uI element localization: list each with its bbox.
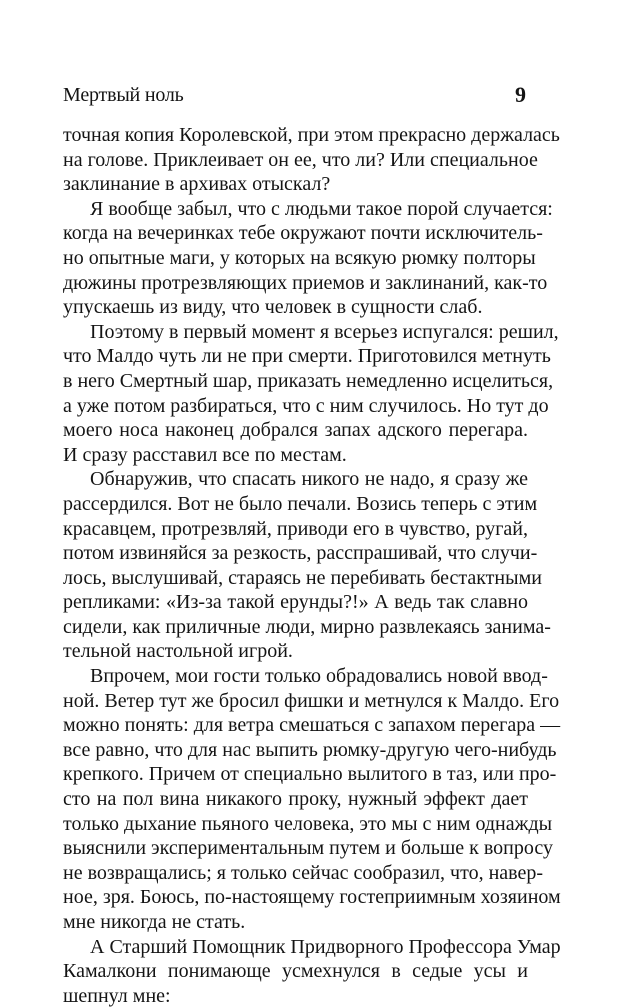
text-line: только дыхание пьяного человека, это мы с ним однажды bbox=[63, 812, 553, 835]
text-line: тельной настольной игрой. bbox=[63, 640, 293, 663]
running-title: Мертвый ноль bbox=[63, 84, 184, 106]
text-line: выяснили экспериментальным путем и больше к вопросу bbox=[63, 837, 553, 860]
text-line: заклинание в архивах отыскал? bbox=[63, 173, 331, 196]
text-line: Впрочем, мои гости только обрадовались новой ввод- bbox=[90, 665, 548, 688]
text-line: все равно, что для нас выпить рюмку-другую чего-нибудь bbox=[63, 738, 557, 761]
text-line: можно понять: для ветра смешаться с запахом перегара — bbox=[63, 714, 561, 737]
text-line: красавцем, протрезвляй, приводи его в чувство, ругай, bbox=[63, 517, 528, 540]
text-line: когда на вечеринках тебе окружают почти исключитель- bbox=[63, 222, 543, 245]
text-line: упускаешь из виду, что человек в сущности слаб. bbox=[63, 296, 483, 319]
text-line: ной. Ветер тут же бросил фишки и метнулся к Малдо. Его bbox=[63, 689, 560, 712]
body-text bbox=[63, 123, 561, 1008]
text-line: Камалкони понимающе усмехнулся в седые усы и bbox=[63, 960, 528, 983]
text-line: сто на пол вина никакого проку, нужный эффект дает bbox=[63, 788, 528, 811]
text-line: точная копия Королевской, при этом прекрасно держалась bbox=[63, 124, 560, 146]
text-line: Я вообще забыл, что с людьми такое порой случается: bbox=[90, 197, 553, 220]
text-line: репликами: «Из-за такой ерунды?!» А ведь так славно bbox=[63, 591, 528, 614]
text-line: И сразу расставил все по местам. bbox=[63, 443, 347, 466]
text-line: мне никогда не стать. bbox=[63, 911, 246, 933]
text-line: но опытные маги, у которых на всякую рюмку полторы bbox=[63, 246, 536, 269]
page-header bbox=[63, 84, 526, 114]
text-line: ное, зря. Боюсь, по-настоящему гостеприимным хозяином bbox=[63, 886, 561, 909]
page-number: 9 bbox=[515, 82, 526, 107]
text-line: рассердился. Вот не было печали. Возись теперь с этим bbox=[63, 492, 538, 515]
text-line: что Малдо чуть ли не при смерти. Приготовился метнуть bbox=[63, 345, 551, 368]
text-line: шепнул мне: bbox=[63, 984, 171, 1007]
text-line: в него Смертный шар, приказать немедленно исцелиться, bbox=[63, 369, 554, 392]
text-line: сидели, как приличные люди, мирно развлекаясь занима- bbox=[63, 615, 551, 638]
text-line: не возвращались; я только сейчас сообразил, что, навер- bbox=[63, 861, 544, 884]
text-line: крепкого. Причем от специально вылитого в таз, или про- bbox=[63, 763, 557, 786]
text-line: на голове. Приклеивает он ее, что ли? Или специальное bbox=[63, 148, 538, 171]
text-line: а уже потом разбираться, что с ним случилось. Но тут до bbox=[63, 394, 549, 417]
text-line: Поэтому в первый момент я всерьез испугался: решил, bbox=[90, 320, 559, 343]
text-line: Обнаружив, что спасать никого не надо, я сразу же bbox=[90, 468, 528, 491]
text-line: потом извиняйся за резкость, расспрашивай, что случи- bbox=[63, 542, 538, 565]
text-line: моего носа наконец добрался запах адского перегара. bbox=[63, 419, 528, 442]
text-line: лось, выслушивай, стараясь не перебивать бестактными bbox=[63, 566, 542, 589]
text-line: А Старший Помощник Придворного Профессора Умар bbox=[90, 935, 561, 958]
text-line: дюжины протрезвляющих приемов и заклинаний, как-то bbox=[63, 271, 548, 294]
